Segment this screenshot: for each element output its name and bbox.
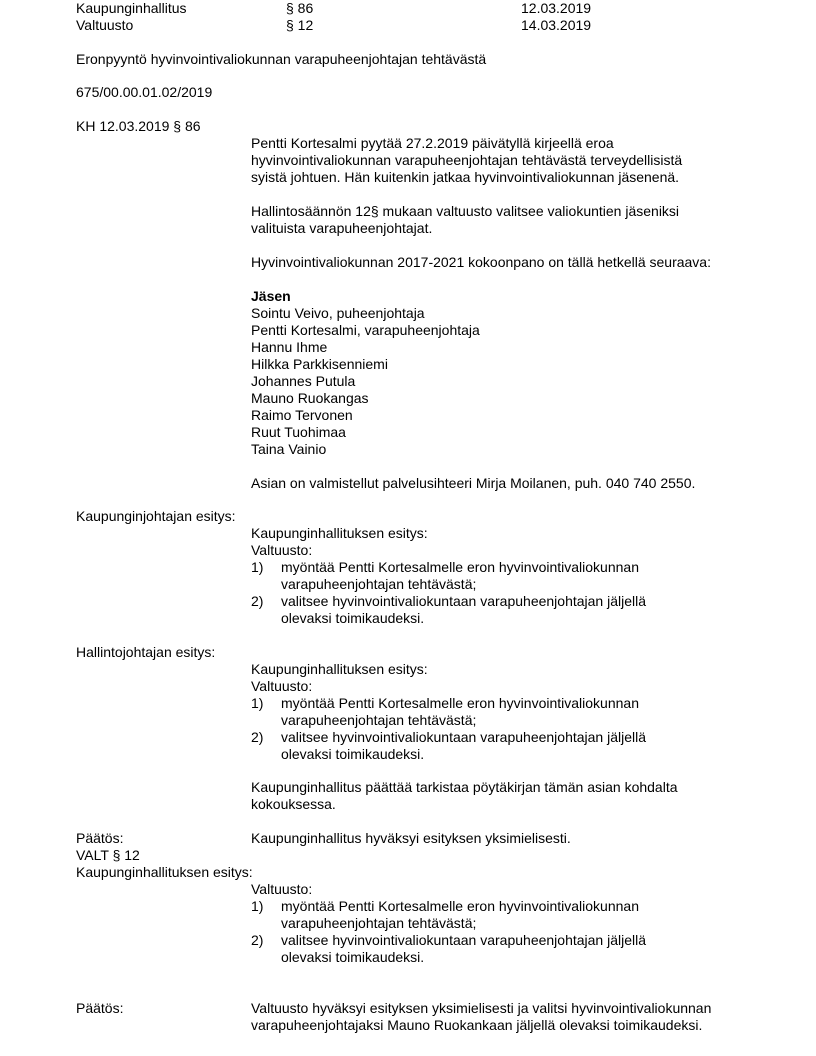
member-item: Johannes Putula bbox=[251, 373, 356, 389]
item-line: olevaksi toimikaudeksi. bbox=[281, 746, 425, 762]
item-line: varapuheenjohtajan tehtävästä; bbox=[281, 712, 477, 728]
member-item: Sointu Veivo, puheenjohtaja bbox=[251, 305, 425, 321]
decision2-block bbox=[251, 1000, 771, 1034]
header-body-kh: Kaupunginhallitus bbox=[76, 0, 187, 16]
item-line: varapuheenjohtajan tehtävästä; bbox=[281, 915, 477, 931]
header-date-kh: 12.03.2019 bbox=[521, 0, 592, 16]
item-line: valitsee hyvinvointivaliokuntaan varapuheenjohtajan jäljellä bbox=[281, 729, 647, 745]
item-number: 1) bbox=[251, 898, 264, 914]
council-label: Valtuusto: bbox=[251, 881, 313, 897]
header-section-kh: § 86 bbox=[286, 0, 314, 16]
item-line: olevaksi toimikaudeksi. bbox=[281, 949, 425, 965]
composition-intro: Hyvinvointivaliokunnan 2017-2021 kokoonpano on tällä hetkellä seuraava: bbox=[251, 254, 711, 270]
item-line: myöntää Pentti Kortesalmelle eron hyvinvointivaliokunnan bbox=[281, 695, 639, 711]
item-line: myöntää Pentti Kortesalmelle eron hyvinvointivaliokunnan bbox=[281, 559, 639, 575]
item-line: olevaksi toimikaudeksi. bbox=[281, 610, 425, 626]
decision2-line: Valtuusto hyväksyi esityksen yksimielisesti ja valitsi hyvinvointivaliokunnan bbox=[251, 1000, 712, 1016]
header-body-valt: Valtuusto bbox=[76, 17, 134, 33]
proposal-item bbox=[251, 932, 771, 966]
decision1-text: Kaupunginhallitus hyväksyi esityksen yksimielisesti. bbox=[251, 830, 571, 846]
check-minutes bbox=[251, 779, 771, 813]
proposal-item bbox=[251, 695, 771, 729]
record-number: 675/00.00.01.02/2019 bbox=[76, 84, 213, 100]
member-item: Ruut Tuohimaa bbox=[251, 424, 346, 440]
admin-proposal-label: Hallintojohtajan esitys: bbox=[76, 644, 216, 660]
board-proposal-block bbox=[251, 881, 771, 966]
item-number: 1) bbox=[251, 559, 264, 575]
council-label: Valtuusto: bbox=[251, 678, 313, 694]
intro-line: syistä johtuen. Hän kuitenkin jatkaa hyvinvointivaliokunnan jäsenenä. bbox=[251, 169, 680, 185]
members-list bbox=[251, 288, 771, 458]
decision2-label: Päätös: bbox=[76, 1000, 124, 1016]
intro-line: Pentti Kortesalmi pyytää 27.2.2019 päivätyllä kirjeellä eroa bbox=[251, 135, 614, 151]
member-item: Raimo Tervonen bbox=[251, 407, 353, 423]
intro-block bbox=[251, 135, 771, 186]
item-number: 2) bbox=[251, 932, 264, 948]
member-item: Pentti Kortesalmi, varapuheenjohtaja bbox=[251, 322, 480, 338]
admin-proposal-block bbox=[251, 661, 771, 763]
rule-block bbox=[251, 203, 771, 237]
member-item: Taina Vainio bbox=[251, 441, 327, 457]
header-date-valt: 14.03.2019 bbox=[521, 17, 592, 33]
kh-reference: KH 12.03.2019 § 86 bbox=[76, 118, 201, 134]
check-line: Kaupunginhallitus päättää tarkistaa pöytäkirjan tämän asian kohdalta bbox=[251, 779, 678, 795]
item-line: valitsee hyvinvointivaliokuntaan varapuheenjohtajan jäljellä bbox=[281, 593, 647, 609]
proposal-item bbox=[251, 729, 771, 763]
item-line: varapuheenjohtajan tehtävästä; bbox=[281, 576, 477, 592]
valt-reference: VALT § 12 bbox=[76, 847, 140, 863]
intro-line: hyvinvointivaliokunnan varapuheenjohtajan tehtävästä terveydellisistä bbox=[251, 152, 683, 168]
proposal-title: Kaupunginhallituksen esitys: bbox=[251, 525, 428, 541]
member-item: Mauno Ruokangas bbox=[251, 390, 369, 406]
rule-line: valituista varapuheenjohtajat. bbox=[251, 220, 433, 236]
members-heading: Jäsen bbox=[251, 288, 291, 304]
item-number: 2) bbox=[251, 729, 264, 745]
decision1-label: Päätös: bbox=[76, 830, 124, 846]
mayor-proposal-block bbox=[251, 525, 771, 627]
decision2-line: varapuheenjohtajaksi Mauno Ruokankaan jäljellä olevaksi toimikaudeksi. bbox=[251, 1017, 703, 1033]
board-proposal-label: Kaupunginhallituksen esitys: bbox=[76, 864, 253, 880]
item-number: 1) bbox=[251, 695, 264, 711]
rule-line: Hallintosäännön 12§ mukaan valtuusto valitsee valiokuntien jäseniksi bbox=[251, 203, 680, 219]
check-line: kokouksessa. bbox=[251, 796, 336, 812]
item-number: 2) bbox=[251, 593, 264, 609]
prepared-by: Asian on valmistellut palvelusihteeri Mirja Moilanen, puh. 040 740 2550. bbox=[251, 475, 696, 491]
subject-title: Eronpyyntö hyvinvointivaliokunnan varapuheenjohtajan tehtävästä bbox=[76, 51, 487, 67]
proposal-item bbox=[251, 898, 771, 932]
proposal-item bbox=[251, 593, 771, 627]
proposal-title: Kaupunginhallituksen esitys: bbox=[251, 661, 428, 677]
council-label: Valtuusto: bbox=[251, 542, 313, 558]
member-item: Hilkka Parkkisenniemi bbox=[251, 356, 388, 372]
item-line: valitsee hyvinvointivaliokuntaan varapuheenjohtajan jäljellä bbox=[281, 932, 647, 948]
proposal-item bbox=[251, 559, 771, 593]
header-section-valt: § 12 bbox=[286, 17, 314, 33]
mayor-proposal-label: Kaupunginjohtajan esitys: bbox=[76, 508, 236, 524]
item-line: myöntää Pentti Kortesalmelle eron hyvinvointivaliokunnan bbox=[281, 898, 639, 914]
member-item: Hannu Ihme bbox=[251, 339, 328, 355]
